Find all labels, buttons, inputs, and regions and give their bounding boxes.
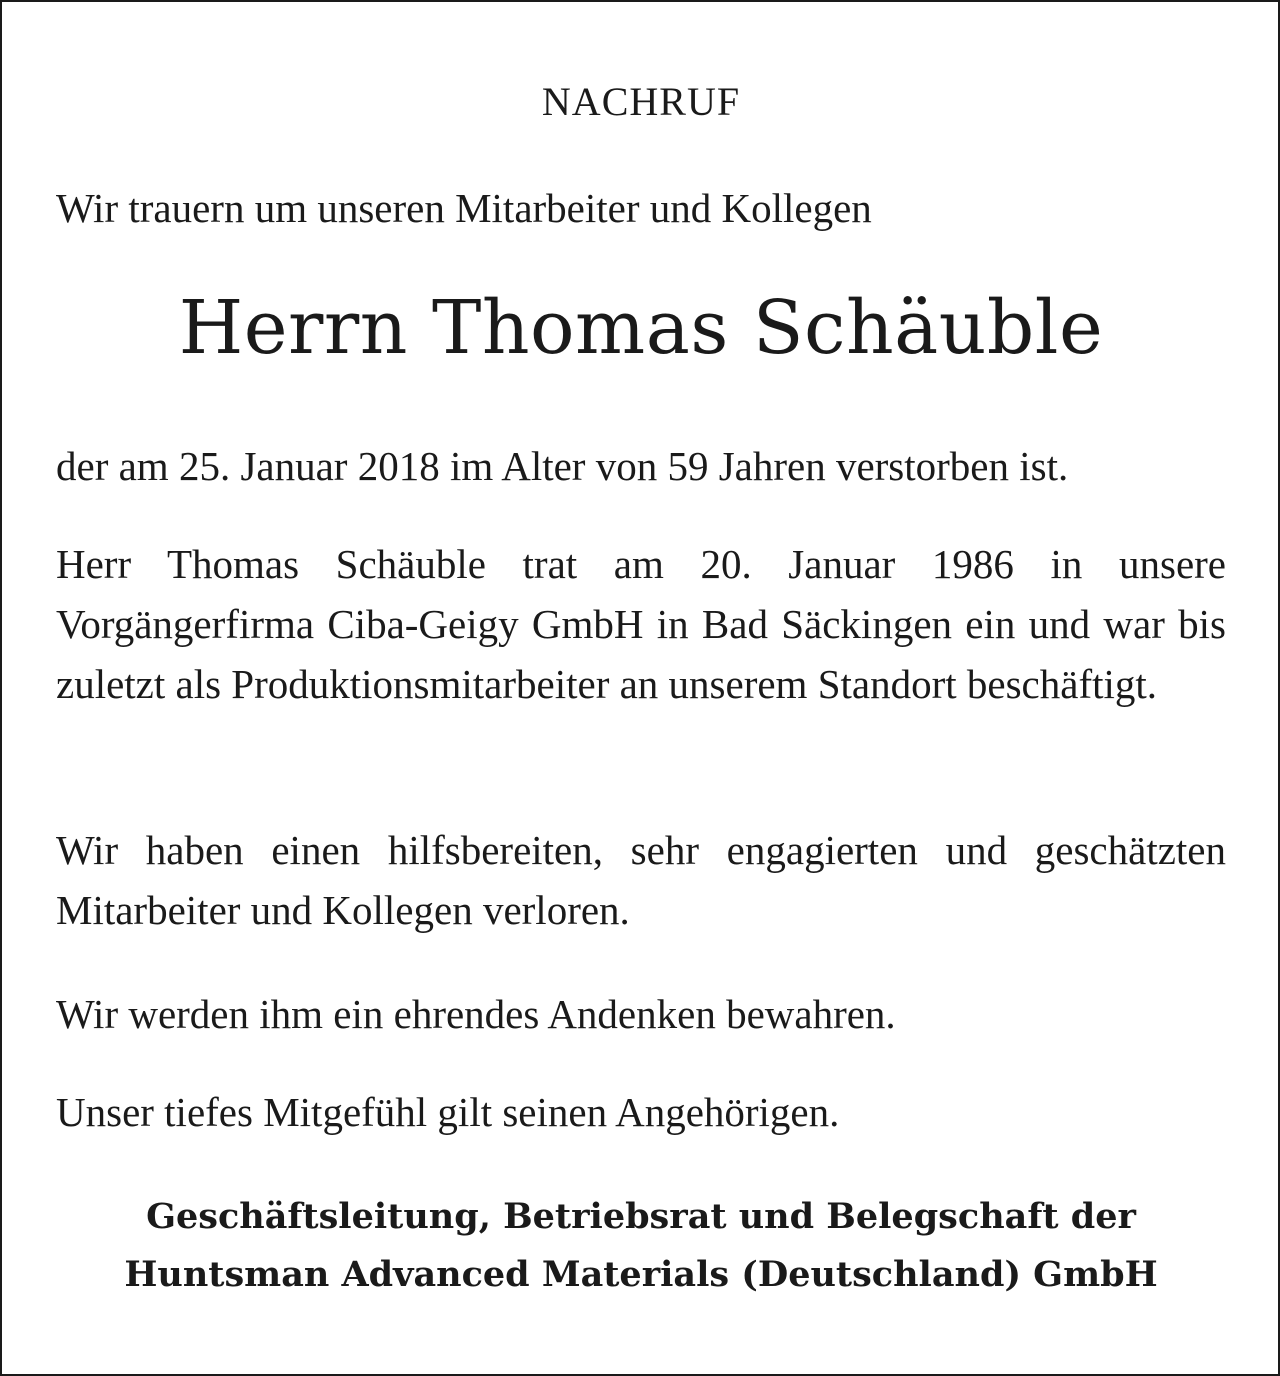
death-date-paragraph: der am 25. Januar 2018 im Alter von 59 Jahren verstorben ist. — [56, 443, 1069, 489]
condolence-paragraph: Unser tiefes Mitgefühl gilt seinen Angehörigen. — [56, 1089, 840, 1135]
signature-line-1: Geschäftsleitung, Betriebsrat und Belegschaft der — [146, 1196, 1136, 1237]
intro-line: Wir trauern um unseren Mitarbeiter und Kollegen — [56, 185, 872, 231]
career-paragraph: Herr Thomas Schäuble trat am 20. Januar 1986 in unsere Vorgängerfirma Ciba-Geigy GmbH in Bad Säckingen ein und war bis zuletzt als Produktionsmitarbeiter an unserem Standort beschäftigt. — [56, 541, 1226, 707]
deceased-name: Herrn Thomas Schäuble — [178, 285, 1104, 371]
signature-line-2: Huntsman Advanced Materials (Deutschland) GmbH — [124, 1254, 1158, 1295]
notice-heading: NACHRUF — [541, 79, 741, 124]
signature-block — [36, 1188, 1246, 1304]
remembrance-paragraph: Wir werden ihm ein ehrendes Andenken bewahren. — [56, 991, 896, 1037]
tribute-paragraph: Wir haben einen hilfsbereiten, sehr engagierten und geschätzten Mitarbeiter und Kollegen verloren. — [56, 827, 1226, 933]
